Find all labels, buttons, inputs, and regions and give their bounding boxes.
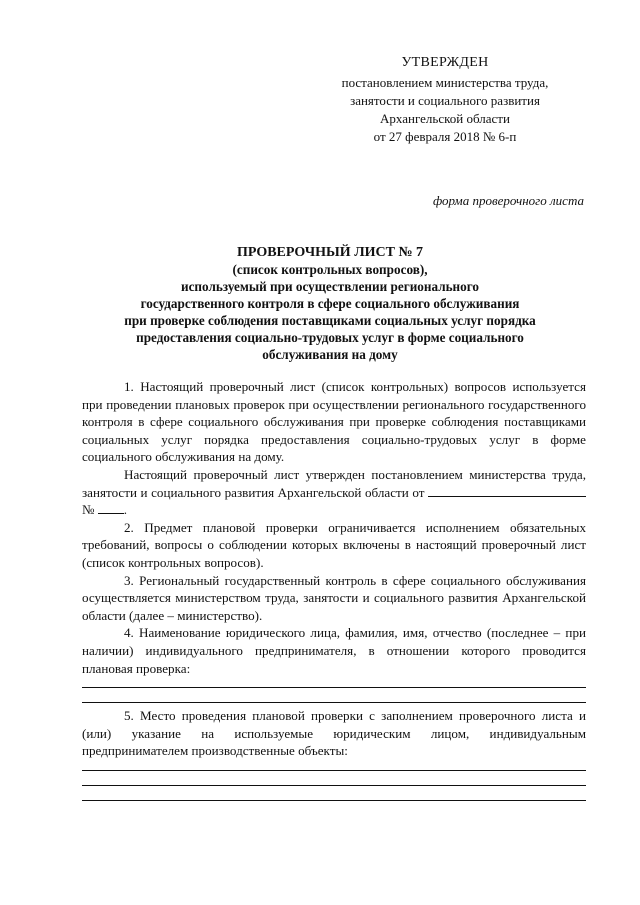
- paragraph-1: 1. Настоящий проверочный лист (список контрольных) вопросов используется при проведении плановых проверок при осуществлении регионального государственного контроля в сфере социального обслуживания при проверке соблюдения поставщиками социальных услуг порядка предоставления социально-трудовых услуг в форме социального обслуживания на дому.: [82, 379, 586, 465]
- title-line: ПРОВЕРОЧНЫЙ ЛИСТ № 7: [236, 245, 424, 260]
- approval-ref-text: Настоящий проверочный лист утвержден постановлением министерства труда, занятости и социального развития Архангельской области от: [82, 466, 586, 500]
- number-sign: №: [82, 502, 95, 518]
- approval-line: Архангельской области: [380, 111, 510, 126]
- fill-line[interactable]: [82, 688, 586, 703]
- paragraph-5: 5. Место проведения плановой проверки с заполнением проверочного листа и (или) указание на используемые юридическим лицом, индивидуальным предпринимателем производственные объекты:: [82, 708, 586, 759]
- approval-stamp: [300, 54, 590, 146]
- date-blank[interactable]: [428, 484, 586, 497]
- number-blank[interactable]: [98, 501, 124, 514]
- form-label: форма проверочного листа: [433, 193, 584, 208]
- document-title: [70, 244, 590, 363]
- title-line: используемый при осуществлении регионального: [180, 279, 480, 294]
- document-body: [82, 378, 586, 801]
- title-line: (список контрольных вопросов),: [232, 262, 428, 277]
- paragraph-2: 2. Предмет плановой проверки ограничивается исполнением обязательных требований, вопросы о соблюдении которых включены в настоящий проверочный лист (список контрольных вопросов).: [82, 519, 586, 570]
- fill-line[interactable]: [82, 760, 586, 771]
- paragraph-3: 3. Региональный государственный контроль в сфере социального обслуживания осуществляется министерством труда, занятости и социального развития Архангельской области (далее – министерство).: [82, 572, 586, 623]
- paragraph-approval-ref: [82, 466, 586, 519]
- period: .: [123, 502, 128, 518]
- title-line: при проверке соблюдения поставщиками социальных услуг порядка: [124, 313, 536, 328]
- title-line: обслуживания на дому: [262, 347, 398, 362]
- approval-line: постановлением министерства труда,: [341, 75, 549, 90]
- approval-date: от 27 февраля 2018 № 6-п: [373, 129, 517, 144]
- title-line: предоставления социально-трудовых услуг в форме социального: [136, 330, 524, 345]
- fill-line[interactable]: [82, 771, 586, 786]
- fill-line[interactable]: [82, 786, 586, 801]
- fill-line[interactable]: [82, 677, 586, 688]
- paragraph-4: 4. Наименование юридического лица, фамилия, имя, отчество (последнее – при наличии) индивидуального предпринимателя, в отношении которого проводится плановая проверка:: [82, 625, 586, 676]
- approval-line: занятости и социального развития: [350, 93, 540, 108]
- approval-heading: УТВЕРЖДЕН: [401, 55, 489, 70]
- title-line: государственного контроля в сфере социального обслуживания: [140, 296, 520, 311]
